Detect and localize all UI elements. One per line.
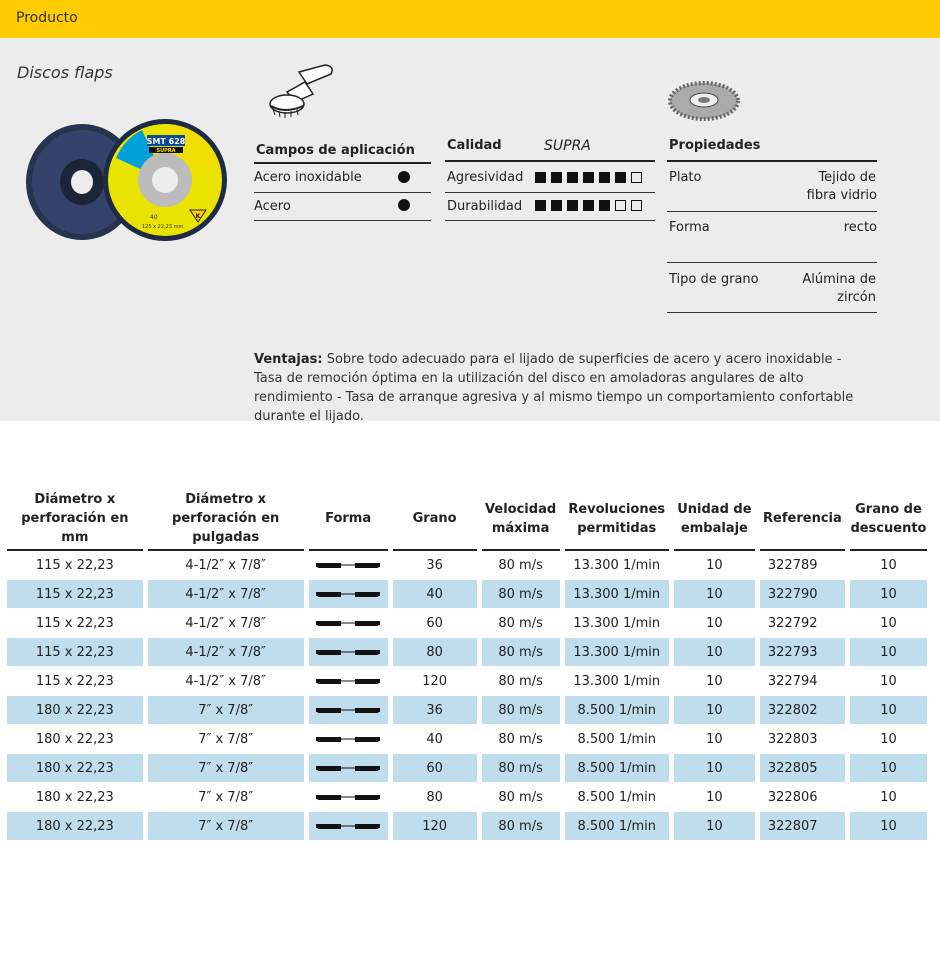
table-cell: 120 [393, 812, 477, 841]
table-cell: 10 [850, 551, 927, 580]
propiedad-value-2b: zircón [837, 290, 876, 305]
table-cell: 80 m/s [482, 725, 560, 754]
flat-shape-icon [315, 792, 381, 802]
table-cell: 115 x 22,23 [7, 638, 143, 667]
rating-filled-square [551, 200, 562, 211]
column-header-line: Velocidad [485, 501, 557, 517]
table-cell: 7″ x 7/8″ [148, 754, 304, 783]
table-cell: 8.500 1/min [565, 754, 669, 783]
table-cell: 10 [674, 638, 755, 667]
referencia-cell: 322802 [760, 696, 845, 725]
flap-disc-image [24, 118, 229, 243]
column-header [482, 490, 560, 551]
table-cell: 10 [850, 638, 927, 667]
table-cell: 10 [674, 725, 755, 754]
disc-model-label: SMT 628 [146, 137, 186, 146]
table-cell: 13.300 1/min [565, 609, 669, 638]
calidad-label-0: Agresividad [447, 170, 524, 185]
table-cell: 60 [393, 609, 477, 638]
table-cell: 10 [674, 783, 755, 812]
column-header-line: Revoluciones [568, 501, 666, 517]
referencia-cell: 322793 [760, 638, 845, 667]
column-header-line: Diámetro x [34, 492, 116, 507]
divider [254, 220, 431, 221]
aplicacion-label-1: Acero [254, 199, 291, 214]
table-cell: 10 [850, 580, 927, 609]
referencia-cell: 322806 [760, 783, 845, 812]
table-cell: 180 x 22,23 [7, 812, 143, 841]
table-cell: 7″ x 7/8″ [148, 812, 304, 841]
table-cell: 10 [850, 609, 927, 638]
table-header-row [7, 490, 927, 551]
divider [445, 160, 655, 162]
table-cell: 4-1/2″ x 7/8″ [148, 609, 304, 638]
table-cell: 7″ x 7/8″ [148, 783, 304, 812]
propiedad-label-0: Plato [669, 170, 702, 185]
table-cell: 40 [393, 725, 477, 754]
rating-empty-square [631, 172, 642, 183]
table-row [7, 551, 927, 580]
column-header [760, 490, 845, 551]
table-row [7, 725, 927, 754]
table-cell: 10 [674, 609, 755, 638]
divider [667, 312, 877, 313]
table-cell: 7″ x 7/8″ [148, 696, 304, 725]
propiedad-label-1: Forma [669, 220, 710, 235]
rating-empty-square [615, 200, 626, 211]
table-cell: 10 [850, 725, 927, 754]
rating-filled-square [583, 200, 594, 211]
table-cell: 10 [674, 754, 755, 783]
forma-cell [309, 754, 388, 783]
forma-cell [309, 667, 388, 696]
table-cell: 8.500 1/min [565, 783, 669, 812]
table-cell: 80 [393, 783, 477, 812]
rating-filled-square [567, 172, 578, 183]
referencia-cell: 322790 [760, 580, 845, 609]
table-cell: 10 [850, 667, 927, 696]
column-header [850, 490, 927, 551]
table-cell: 80 [393, 638, 477, 667]
column-header-line: Referencia [763, 511, 842, 526]
table-row [7, 696, 927, 725]
spec-table [2, 490, 932, 841]
table-cell: 115 x 22,23 [7, 551, 143, 580]
table-cell: 80 m/s [482, 580, 560, 609]
propiedad-value-0b: fibra vidrio [806, 188, 877, 203]
flat-shape-icon [315, 734, 381, 744]
table-cell: 36 [393, 696, 477, 725]
table-cell: 80 m/s [482, 667, 560, 696]
rating-filled-square [599, 200, 610, 211]
table-cell: 10 [674, 812, 755, 841]
flat-shape-icon [315, 676, 381, 686]
table-cell: 10 [674, 667, 755, 696]
table-cell: 60 [393, 754, 477, 783]
column-header-line: descuento [850, 520, 927, 536]
divider [445, 192, 655, 193]
table-cell: 40 [393, 580, 477, 609]
table-cell: 36 [393, 551, 477, 580]
flat-shape-icon [315, 647, 381, 657]
rating-empty-square [631, 200, 642, 211]
divider [667, 160, 877, 162]
column-header [393, 490, 477, 551]
forma-cell [309, 783, 388, 812]
referencia-cell: 322807 [760, 812, 845, 841]
column-header-line: máxima [491, 520, 550, 536]
table-cell: 4-1/2″ x 7/8″ [148, 580, 304, 609]
rating-filled-square [535, 172, 546, 183]
table-cell: 10 [850, 754, 927, 783]
table-row [7, 754, 927, 783]
table-cell: 4-1/2″ x 7/8″ [148, 551, 304, 580]
rating-filled-square [535, 200, 546, 211]
flat-shape-icon [315, 560, 381, 570]
table-cell: 10 [850, 696, 927, 725]
calidad-label-1: Durabilidad [447, 199, 523, 214]
forma-cell [309, 696, 388, 725]
flat-shape-icon [315, 618, 381, 628]
table-cell: 80 m/s [482, 754, 560, 783]
rating-filled-square [583, 172, 594, 183]
table-row [7, 609, 927, 638]
table-cell: 4-1/2″ x 7/8″ [148, 667, 304, 696]
table-cell: 7″ x 7/8″ [148, 725, 304, 754]
rating-filled-square [567, 200, 578, 211]
table-cell: 80 m/s [482, 696, 560, 725]
propiedad-value-2a: Alúmina de [802, 272, 876, 287]
table-cell: 80 m/s [482, 783, 560, 812]
flat-shape-icon [315, 763, 381, 773]
table-cell: 80 m/s [482, 609, 560, 638]
column-header [7, 490, 143, 551]
forma-cell [309, 551, 388, 580]
column-header-line: permitidas [577, 520, 657, 536]
rating-filled-square [551, 172, 562, 183]
disc-size-label: 125 x 22,23 mm [142, 224, 184, 230]
product-subtitle: Discos flaps [17, 63, 113, 82]
table-cell: 115 x 22,23 [7, 580, 143, 609]
column-header [674, 490, 755, 551]
forma-cell [309, 638, 388, 667]
table-cell: 13.300 1/min [565, 667, 669, 696]
table-cell: 10 [850, 783, 927, 812]
table-row [7, 667, 927, 696]
table-cell: 120 [393, 667, 477, 696]
referencia-cell: 322805 [760, 754, 845, 783]
applicable-dot-icon [398, 199, 410, 211]
table-cell: 180 x 22,23 [7, 783, 143, 812]
ventajas-text: Sobre todo adecuado para el lijado de superficies de acero y acero inoxidable - Tasa de remoción óptima en la utilización del disco en amoladoras angulares de alto rendimiento - Tasa de arranque agresiva y al mismo tiempo un comportamiento confortable durante el lijado. [254, 352, 854, 424]
divider [254, 192, 431, 193]
column-header-line: perforación en pulgadas [172, 511, 280, 545]
table-cell: 115 x 22,23 [7, 667, 143, 696]
top-bar [0, 0, 940, 38]
divider [254, 162, 431, 164]
table-cell: 80 m/s [482, 551, 560, 580]
column-header-line: Grano [412, 511, 457, 526]
table-row [7, 812, 927, 841]
flat-shape-icon [315, 589, 381, 599]
referencia-cell: 322794 [760, 667, 845, 696]
divider [445, 220, 655, 221]
divider [667, 262, 877, 263]
flap-wheel-icon [668, 80, 740, 122]
table-cell: 8.500 1/min [565, 812, 669, 841]
forma-cell [309, 580, 388, 609]
rating-filled-square [615, 172, 626, 183]
propiedad-value-1: recto [843, 220, 877, 235]
table-row [7, 638, 927, 667]
propiedades-title: Propiedades [669, 138, 761, 153]
table-cell: 13.300 1/min [565, 638, 669, 667]
angle-grinder-icon [265, 62, 337, 122]
table-row [7, 580, 927, 609]
disc-logo-label: K [195, 213, 201, 220]
column-header-line: embalaje [680, 520, 748, 536]
forma-cell [309, 609, 388, 638]
disc-grain-label: 40 [150, 214, 158, 221]
table-cell: 10 [674, 580, 755, 609]
table-cell: 8.500 1/min [565, 725, 669, 754]
table-cell: 180 x 22,23 [7, 725, 143, 754]
forma-cell [309, 725, 388, 754]
aplicacion-label-0: Acero inoxidable [254, 170, 362, 185]
forma-cell [309, 812, 388, 841]
table-cell: 13.300 1/min [565, 580, 669, 609]
calidad-level: SUPRA [544, 138, 591, 154]
table-cell: 8.500 1/min [565, 696, 669, 725]
aplicacion-title: Campos de aplicación [256, 143, 415, 158]
column-header-line: Unidad de [677, 501, 752, 517]
applicable-dot-icon [398, 171, 410, 183]
divider [667, 211, 877, 212]
column-header-line: Diámetro x [185, 492, 267, 507]
column-header [565, 490, 669, 551]
referencia-cell: 322803 [760, 725, 845, 754]
table-cell: 180 x 22,23 [7, 754, 143, 783]
table-cell: 80 m/s [482, 638, 560, 667]
header-title: Producto [16, 10, 78, 26]
table-cell: 13.300 1/min [565, 551, 669, 580]
column-header-line: Grano de [855, 501, 922, 517]
column-header [148, 490, 304, 551]
propiedad-label-2: Tipo de grano [669, 272, 759, 287]
propiedad-value-0a: Tejido de [818, 170, 876, 185]
calidad-title: Calidad [447, 138, 502, 153]
referencia-cell: 322792 [760, 609, 845, 638]
flat-shape-icon [315, 705, 381, 715]
rating-filled-square [599, 172, 610, 183]
table-cell: 10 [674, 551, 755, 580]
ventajas-label: Ventajas: [254, 352, 323, 367]
table-cell: 10 [674, 696, 755, 725]
referencia-cell: 322789 [760, 551, 845, 580]
table-cell: 115 x 22,23 [7, 609, 143, 638]
table-cell: 80 m/s [482, 812, 560, 841]
table-row [7, 783, 927, 812]
column-header [309, 490, 388, 551]
table-cell: 4-1/2″ x 7/8″ [148, 638, 304, 667]
column-header-line: perforación en mm [21, 511, 129, 545]
flat-shape-icon [315, 821, 381, 831]
ventajas-paragraph [254, 350, 854, 426]
table-cell: 180 x 22,23 [7, 696, 143, 725]
table-cell: 10 [850, 812, 927, 841]
disc-brand-label: SUPRA [156, 148, 176, 154]
column-header-line: Forma [325, 511, 372, 526]
table-body [7, 551, 927, 841]
